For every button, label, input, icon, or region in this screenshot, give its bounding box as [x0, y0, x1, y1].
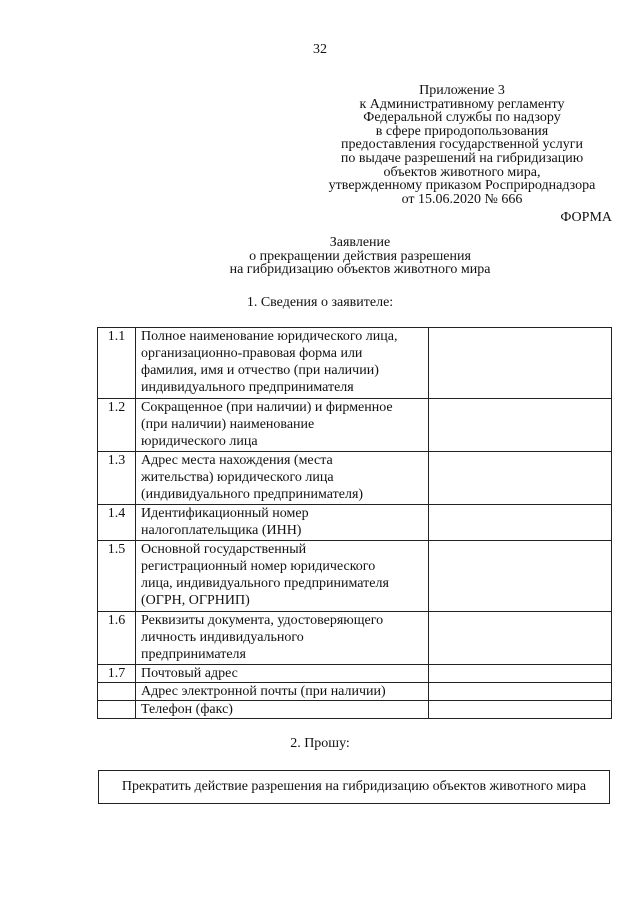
row-label [136, 701, 429, 719]
label-line: регистрационный номер юридического [141, 559, 376, 574]
appendix-line: объектов животного мира, [383, 164, 541, 180]
applicant-info-table [97, 327, 612, 719]
request-box [98, 770, 610, 804]
value-field[interactable] [429, 452, 612, 505]
appendix-line: утвержденному приказом Росприроднадзора [328, 178, 596, 194]
label-line: Основной государственный [141, 542, 307, 557]
page-number: 32 [313, 42, 327, 57]
value-field[interactable] [429, 541, 612, 612]
appendix-header [312, 84, 612, 206]
table-row [98, 683, 612, 701]
row-number [98, 701, 136, 719]
row-label [136, 452, 429, 505]
table-row [98, 612, 612, 665]
value-field[interactable] [429, 683, 612, 701]
label-line: юридического лица [141, 434, 258, 449]
label-line: Идентификационный номер [141, 506, 309, 521]
value-field[interactable] [429, 612, 612, 665]
value-field[interactable] [429, 665, 612, 683]
label-line: Телефон (факс) [141, 702, 233, 717]
appendix-line: Приложение 3 [419, 83, 505, 98]
title-line: на гибридизацию объектов животного мира [229, 262, 491, 278]
label-line: индивидуального предпринимателя [141, 380, 354, 395]
appendix-line: предоставления государственной услуги [341, 137, 583, 153]
request-text: Прекратить действие разрешения на гибридизацию объектов животного мира [121, 779, 587, 794]
label-line: лица, индивидуального предпринимателя [141, 576, 389, 591]
label-line: Полное наименование юридического лица, [141, 329, 398, 344]
row-label [136, 399, 429, 452]
appendix-line: в сфере природопользования [375, 123, 549, 139]
title-line: Заявление [329, 235, 391, 250]
label-line: Сокращенное (при наличии) и фирменное [141, 400, 393, 415]
row-number: 1.4 [98, 505, 136, 541]
table-row [98, 452, 612, 505]
row-number: 1.3 [98, 452, 136, 505]
label-line: (индивидуального предпринимателя) [141, 487, 364, 502]
row-number [98, 683, 136, 701]
table-row [98, 541, 612, 612]
appendix-line: по выдаче разрешений на гибридизацию [340, 150, 584, 166]
value-field[interactable] [429, 701, 612, 719]
row-number: 1.2 [98, 399, 136, 452]
table-row [98, 328, 612, 399]
row-label [136, 612, 429, 665]
section-1-heading: 1. Сведения о заявителе: [246, 295, 394, 310]
row-label [136, 328, 429, 399]
row-label [136, 541, 429, 612]
table-row [98, 701, 612, 719]
table-row [98, 505, 612, 541]
table-row [98, 665, 612, 683]
row-number: 1.6 [98, 612, 136, 665]
value-field[interactable] [429, 505, 612, 541]
label-line: предпринимателя [141, 647, 246, 662]
label-line: (при наличии) наименование [141, 417, 315, 432]
label-line: личность индивидуального [141, 630, 304, 645]
value-field[interactable] [429, 328, 612, 399]
row-label [136, 665, 429, 683]
label-line: Адрес электронной почты (при наличии) [141, 684, 386, 699]
form-label: ФОРМА [560, 210, 612, 225]
label-line: жительства) юридического лица [141, 470, 334, 485]
row-number: 1.1 [98, 328, 136, 399]
row-number: 1.5 [98, 541, 136, 612]
appendix-line: от 15.06.2020 № 666 [401, 191, 523, 207]
label-line: фамилия, имя и отчество (при наличии) [141, 363, 379, 378]
row-label [136, 505, 429, 541]
label-line: Адрес места нахождения (места [141, 453, 333, 468]
label-line: организационно-правовая форма или [141, 346, 363, 361]
document-title [200, 236, 520, 277]
section-2-heading: 2. Прошу: [290, 736, 350, 751]
title-line: о прекращении действия разрешения [249, 248, 471, 264]
appendix-line: Федеральной службы по надзору [363, 110, 561, 126]
value-field[interactable] [429, 399, 612, 452]
row-number: 1.7 [98, 665, 136, 683]
label-line: (ОГРН, ОГРНИП) [141, 593, 250, 608]
appendix-line: к Административному регламенту [359, 96, 565, 112]
table-row [98, 399, 612, 452]
label-line: Реквизиты документа, удостоверяющего [141, 613, 384, 628]
label-line: налогоплательщика (ИНН) [141, 523, 302, 538]
label-line: Почтовый адрес [141, 666, 238, 681]
row-label [136, 683, 429, 701]
